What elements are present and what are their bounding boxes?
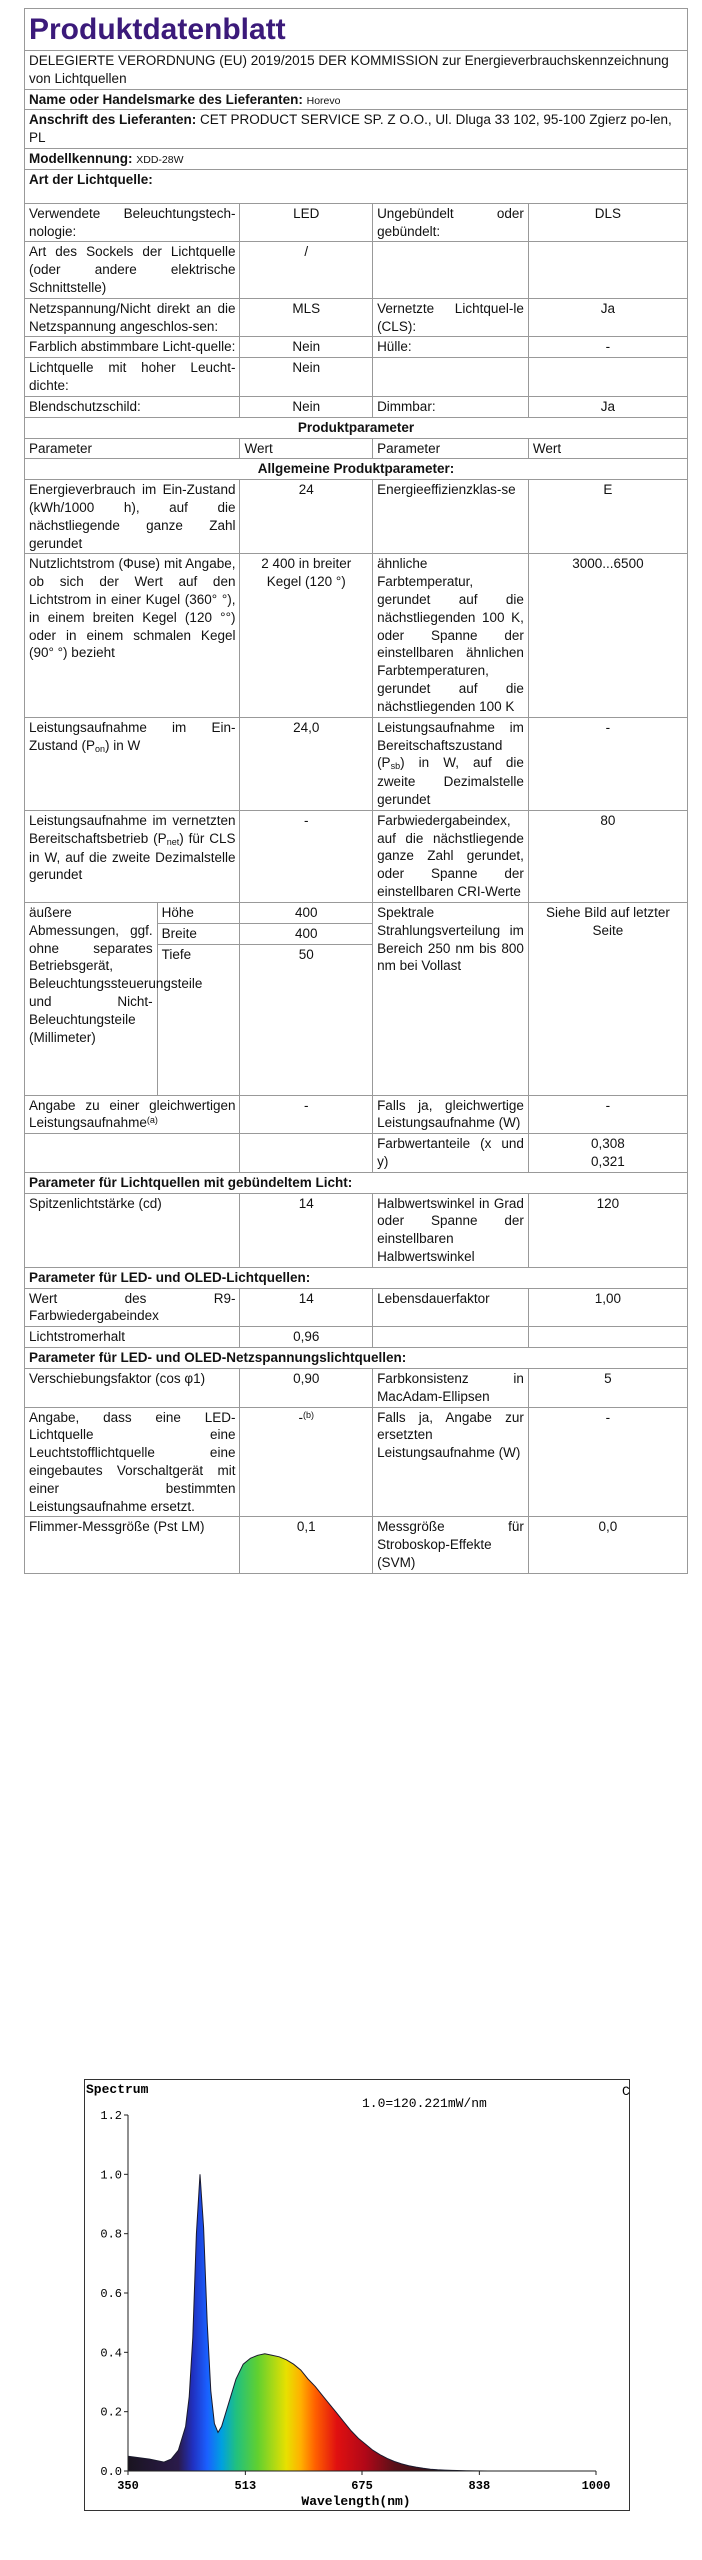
value-part: -: [298, 1409, 304, 1425]
row-label: Art des Sockels der Lichtquelle (oder andere elektrische Schnittstelle): [25, 242, 240, 298]
table-row: [25, 1327, 688, 1348]
label-subscript: sb: [390, 761, 401, 772]
life-value: 1,00: [528, 1288, 687, 1327]
cct-label: ähnliche Farbtemperatur, gerundet auf die nächstliegenden 100 K, oder Spanne der einstellbaren ähnlichen Farbtemperaturen, gerundet auf die nächstliegenden 100 K: [373, 554, 529, 717]
spectral-label: Spektrale Strahlungsverteilung im Bereich 250 nm bis 800 nm bei Vollast: [373, 902, 529, 1095]
flicker-value: 0,1: [240, 1517, 373, 1573]
supplier-address-value: CET PRODUCT SERVICE SP. Z O.O., Ul. Dluga 33 102, 95-100 Zgierz po-len, PL: [29, 112, 672, 146]
supplier-name-label: Name oder Handelsmarke des Lieferanten:: [29, 91, 303, 107]
row-label: Dimmbar:: [373, 396, 529, 417]
height-value: 400: [240, 902, 373, 923]
depth-value: 50: [240, 944, 373, 1095]
cos-label: Verschiebungsfaktor (cos φ1): [25, 1368, 240, 1407]
r9-value: 14: [240, 1288, 373, 1327]
row-label: Blendschutzschild:: [25, 396, 240, 417]
pon-value: 24,0: [240, 717, 373, 810]
strobo-label: Messgröße für Stroboskop-Effekte (SVM): [373, 1517, 529, 1573]
equiv-label: [25, 1095, 240, 1134]
model-label: Modellkennung:: [29, 151, 133, 167]
table-row: [25, 1368, 688, 1407]
peak-label: Spitzenlichtstärke (cd): [25, 1193, 240, 1267]
label-part: Leistungsaufnahme im Ein-Zustand (P: [29, 719, 236, 753]
directional-heading: Parameter für Lichtquellen mit gebündeltem Licht:: [25, 1172, 688, 1193]
cri-value: 80: [528, 810, 687, 902]
table-row: [25, 1517, 688, 1573]
row-value: Ja: [528, 396, 687, 417]
beam-label: Halbwertswinkel in Grad oder Spanne der einstellbaren Halbwertswinkel: [373, 1193, 529, 1267]
supplier-address-row: [25, 110, 688, 149]
datasheet: [24, 8, 688, 1574]
cct-value: 3000...6500: [528, 554, 687, 717]
row-value: Ja: [528, 298, 687, 337]
y-tick-label: 0.0: [100, 2465, 122, 2479]
cos-value: 0,90: [240, 1368, 373, 1407]
label-part: ) für CLS in W, auf die zweite Dezimalstelle gerundet: [29, 830, 236, 883]
row-label: Vernetzte Lichtquel-le (CLS):: [373, 298, 529, 337]
table-row: [25, 337, 688, 358]
row-value: [528, 242, 687, 298]
table-row: [25, 810, 688, 902]
label-part: Leistungsaufnahme im Bereitschaftszustand (P: [377, 719, 524, 771]
row-value: Nein: [240, 337, 373, 358]
height-label: Höhe: [157, 902, 240, 923]
y-tick-label: 1.0: [100, 2168, 122, 2183]
spectrum-chart: [84, 2079, 630, 2511]
row-value: DLS: [528, 203, 687, 242]
energy-label: Energieverbrauch im Ein-Zustand (kWh/1000 h), auf die nächstliegende ganze Zahl gerundet: [25, 480, 240, 554]
row-label: [373, 242, 529, 298]
page-title: Produktdatenblatt: [24, 8, 688, 50]
column-header: Parameter: [25, 438, 240, 459]
y-tick-label: 0.2: [100, 2405, 122, 2420]
pnet-value: -: [240, 810, 373, 902]
width-label: Breite: [157, 923, 240, 944]
table-row: [25, 554, 688, 717]
y-tick-label: 0.4: [100, 2346, 122, 2361]
x-tick-label: 350: [117, 2479, 139, 2493]
pon-label: [25, 717, 240, 810]
empty-cell: [25, 1134, 240, 1173]
table-row: [25, 1095, 688, 1134]
width-value: 400: [240, 923, 373, 944]
table-row: [25, 717, 688, 810]
maint-value: 0,96: [240, 1327, 373, 1348]
general-heading: Allgemeine Produktparameter:: [25, 459, 688, 480]
empty-cell: [240, 1134, 373, 1173]
flux-label: Nutzlichtstrom (Φuse) mit Angabe, ob sich der Wert auf den Lichtstrom in einer Kugel (360° °), in einem breiten Kegel (120 °°) oder in einem schmalen Kegel (90° °) bezieht: [25, 554, 240, 717]
maint-label: Lichtstromerhalt: [25, 1327, 240, 1348]
label-subscript: net: [166, 836, 180, 847]
table-row: [25, 358, 688, 397]
row-value: Nein: [240, 358, 373, 397]
empty-cell: [528, 1327, 687, 1348]
row-value: /: [240, 242, 373, 298]
chroma-label: Farbwertanteile (x und y): [373, 1134, 529, 1173]
table-row: [25, 396, 688, 417]
dimensions-label: äußere Abmessungen, ggf. ohne separates Betriebsgerät, Beleuchtungssteuerungsteile und Nicht-Beleuchtungsteile (Millimeter): [25, 902, 158, 1095]
column-header: Parameter: [373, 438, 529, 459]
row-label: [373, 358, 529, 397]
y-tick-label: 0.8: [100, 2227, 122, 2242]
consist-value: 5: [528, 1368, 687, 1407]
table-row: [25, 902, 688, 923]
cri-label: Farbwiedergabeindex, auf die nächstliegende ganze Zahl gerundet, oder Spanne der einstellbaren CRI-Werte: [373, 810, 529, 902]
x-tick-label: 513: [234, 2479, 257, 2493]
flux-value: 2 400 in breiter Kegel (120 °): [240, 554, 373, 717]
y-tick-label: 1.2: [100, 2109, 122, 2123]
psb-label: [373, 717, 529, 810]
chart-title: Spectrum: [86, 2082, 149, 2097]
row-label: Farblich abstimmbare Licht-quelle:: [25, 337, 240, 358]
supplier-name-value: Horevo: [306, 94, 341, 107]
row-value: [528, 358, 687, 397]
replace-value: [240, 1407, 373, 1517]
footnote-marker: (a): [146, 1115, 158, 1126]
column-header: Wert: [240, 438, 373, 459]
table-row: [25, 1193, 688, 1267]
table-row: [25, 242, 688, 298]
supplier-name-row: [25, 89, 688, 110]
psb-value: -: [528, 717, 687, 810]
eclass-label: Energieeffizienzklas-se: [373, 480, 529, 554]
chart-annotation: 1.0=120.221mW/nm: [362, 2096, 487, 2111]
eclass-value: E: [528, 480, 687, 554]
table-row: [25, 1134, 688, 1173]
replace-power-label: Falls ja, Angabe zur ersetzten Leistungsaufnahme (W): [373, 1407, 529, 1517]
pnet-label: [25, 810, 240, 902]
table-row: [25, 298, 688, 337]
table-row: [25, 1288, 688, 1327]
label-part: ) in W: [105, 737, 141, 753]
replace-label: Angabe, dass eine LED-Lichtquelle eine Leuchtstofflichtquelle eine eingebautes Vorschaltgerät mit einer bestimmten Leistungsaufnahme ersetzt.: [25, 1407, 240, 1517]
mains-heading: Parameter für LED- und OLED-Netzspannungslichtquellen:: [25, 1348, 688, 1369]
x-tick-label: 675: [351, 2479, 373, 2493]
product-params-heading: Produktparameter: [25, 417, 688, 438]
label-part: Angabe zu einer gleichwertigen Leistungsaufnahme: [29, 1097, 236, 1131]
replace-power-value: -: [528, 1407, 687, 1517]
row-label: Hülle:: [373, 337, 529, 358]
equiv-power-value: -: [528, 1095, 687, 1134]
label-subscript: on: [95, 743, 106, 754]
flicker-label: Flimmer-Messgröße (Pst LM): [25, 1517, 240, 1573]
model-row: [25, 149, 688, 170]
equiv-value: -: [240, 1095, 373, 1134]
column-header: Wert: [528, 438, 687, 459]
y-tick-label: 0.6: [100, 2287, 122, 2301]
row-label: Netzspannung/Nicht direkt an die Netzspannung angeschlos-sen:: [25, 298, 240, 337]
led-heading: Parameter für LED- und OLED-Lichtquellen:: [25, 1267, 688, 1288]
table-row: [25, 480, 688, 554]
column-header-row: [25, 438, 688, 459]
life-label: Lebensdauerfaktor: [373, 1288, 529, 1327]
datasheet-table: [24, 50, 688, 1574]
row-value: LED: [240, 203, 373, 242]
energy-value: 24: [240, 480, 373, 554]
regulation-text: DELEGIERTE VERORDNUNG (EU) 2019/2015 DER KOMMISSION zur Energieverbrauchskennzeichnung von Lichtquellen: [25, 51, 688, 90]
supplier-address-label: Anschrift des Lieferanten:: [29, 112, 197, 128]
chroma-x: 0,308: [591, 1136, 625, 1152]
spectral-value: Siehe Bild auf letzter Seite: [528, 902, 687, 1095]
chroma-value: [528, 1134, 687, 1173]
depth-label: Tiefe: [157, 944, 240, 1095]
equiv-power-label: Falls ja, gleichwertige Leistungsaufnahme (W): [373, 1095, 529, 1134]
consist-label: Farbkonsistenz in MacAdam-Ellipsen: [373, 1368, 529, 1407]
row-label: Ungebündelt oder gebündelt:: [373, 203, 529, 242]
chroma-y: 0,321: [591, 1153, 625, 1169]
row-value: Nein: [240, 396, 373, 417]
label-part: ) in W, auf die zweite Dezimalstelle gerundet: [377, 755, 524, 808]
empty-cell: [373, 1327, 529, 1348]
row-label: Verwendete Beleuchtungstech-nologie:: [25, 203, 240, 242]
beam-value: 120: [528, 1193, 687, 1267]
chart-corner-label: C: [622, 2084, 630, 2099]
x-tick-label: 1000: [581, 2479, 611, 2493]
row-value: MLS: [240, 298, 373, 337]
x-axis-label: Wavelength(nm): [301, 2494, 411, 2509]
row-label: Lichtquelle mit hoher Leucht-dichte:: [25, 358, 240, 397]
table-row: [25, 1407, 688, 1517]
strobo-value: 0,0: [528, 1517, 687, 1573]
model-value: XDD-28W: [136, 154, 184, 167]
peak-value: 14: [240, 1193, 373, 1267]
row-value: -: [528, 337, 687, 358]
table-row: [25, 203, 688, 242]
footnote-marker: (b): [303, 1409, 315, 1420]
light-type-heading: Art der Lichtquelle:: [25, 169, 688, 203]
label-part: Leistungsaufnahme im vernetzten Bereitschaftsbetrieb (P: [29, 812, 236, 846]
x-tick-label: 838: [468, 2479, 491, 2493]
r9-label: Wert des R9-Farbwiedergabeindex: [25, 1288, 240, 1327]
